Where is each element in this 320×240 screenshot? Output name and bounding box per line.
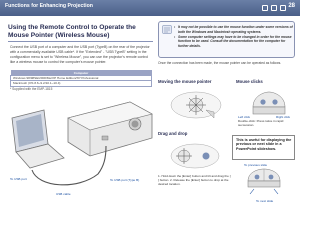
previous-slide-label: To previous slide <box>244 163 268 167</box>
next-page-icon[interactable] <box>280 5 286 11</box>
footnote: * Supplied with the EMP-1815 <box>10 87 53 91</box>
connection-illustration <box>8 94 156 206</box>
projector-image <box>68 102 152 156</box>
note-box <box>158 21 295 58</box>
section-body: Connect the USB port of a computer and the USB port (TypeB) on the rear of the projector with a commercially available USB cable*. If the "Extended" - "USB TypeB" setting in the configuration menu is set to "Wireless Mouse", you can use the projector's remote control like a wireless mouse to control the computer's mouse pointer. <box>10 45 150 65</box>
note-icon <box>162 25 172 34</box>
note-item: • Some computer settings may have to be changed in order for the mouse function to be used. Consult the documentation for the computer for further details. <box>174 35 293 49</box>
table-row: Windows 98/98SE/2000/Me/XP Home Edition/XP Professional <box>11 76 152 81</box>
powerpoint-tip-text: This is useful for displaying the previous or next slide in a PowerPoint slideshow. <box>236 138 292 151</box>
drag-drop-heading: Drag and drop <box>158 131 188 136</box>
powerpoint-tip-box <box>232 135 295 160</box>
mouse-clicks-heading: Mouse clicks <box>236 79 263 84</box>
left-click-label: Left click <box>238 115 251 119</box>
header-title: Functions for Enhancing Projection <box>5 3 93 9</box>
mouse-click-illustration <box>244 87 294 117</box>
page-number: 28 <box>288 3 295 9</box>
table-row: Macintosh (OS 8.6~9.2/10.1~10.4) <box>11 81 152 86</box>
next-slide-label: To next slide <box>256 199 274 203</box>
laptop-image <box>12 110 64 168</box>
section-divider <box>8 41 153 42</box>
header-bar <box>0 0 300 16</box>
usb-port-label: To USB port <box>10 177 27 181</box>
double-click-note: Double-click: Press twice in rapid succession. <box>238 119 284 127</box>
computer-table <box>10 70 152 87</box>
connection-instructions: Once the connection has been made, the mouse pointer can be operated as follows. <box>158 61 282 65</box>
drag-drop-steps: 1. Hold down the [Enter] button and tilt and drag the [ ] button. 2. Release the [Enter] button to drop at the desired location. <box>158 174 231 186</box>
drag-drop-illustration <box>162 139 228 173</box>
moving-pointer-heading: Moving the mouse pointer <box>158 79 212 84</box>
usb-typeb-label: To USB port (Type B) <box>110 178 140 182</box>
note-item: • It may not be possible to use the mouse function under some versions of both the Windows and Macintosh operating systems. <box>174 25 293 34</box>
right-click-label: Right click <box>276 115 291 119</box>
slide-navigation-illustration <box>242 167 286 197</box>
usb-cable-label: USB cable <box>56 192 71 196</box>
table-header: Computer <box>11 70 152 76</box>
toc-icon[interactable] <box>262 5 268 11</box>
section-title: Using the Remote Control to Operate the Mouse Pointer (Wireless Mouse) <box>8 24 136 39</box>
pointer-move-illustration <box>162 86 230 122</box>
previous-page-icon[interactable] <box>271 5 277 11</box>
